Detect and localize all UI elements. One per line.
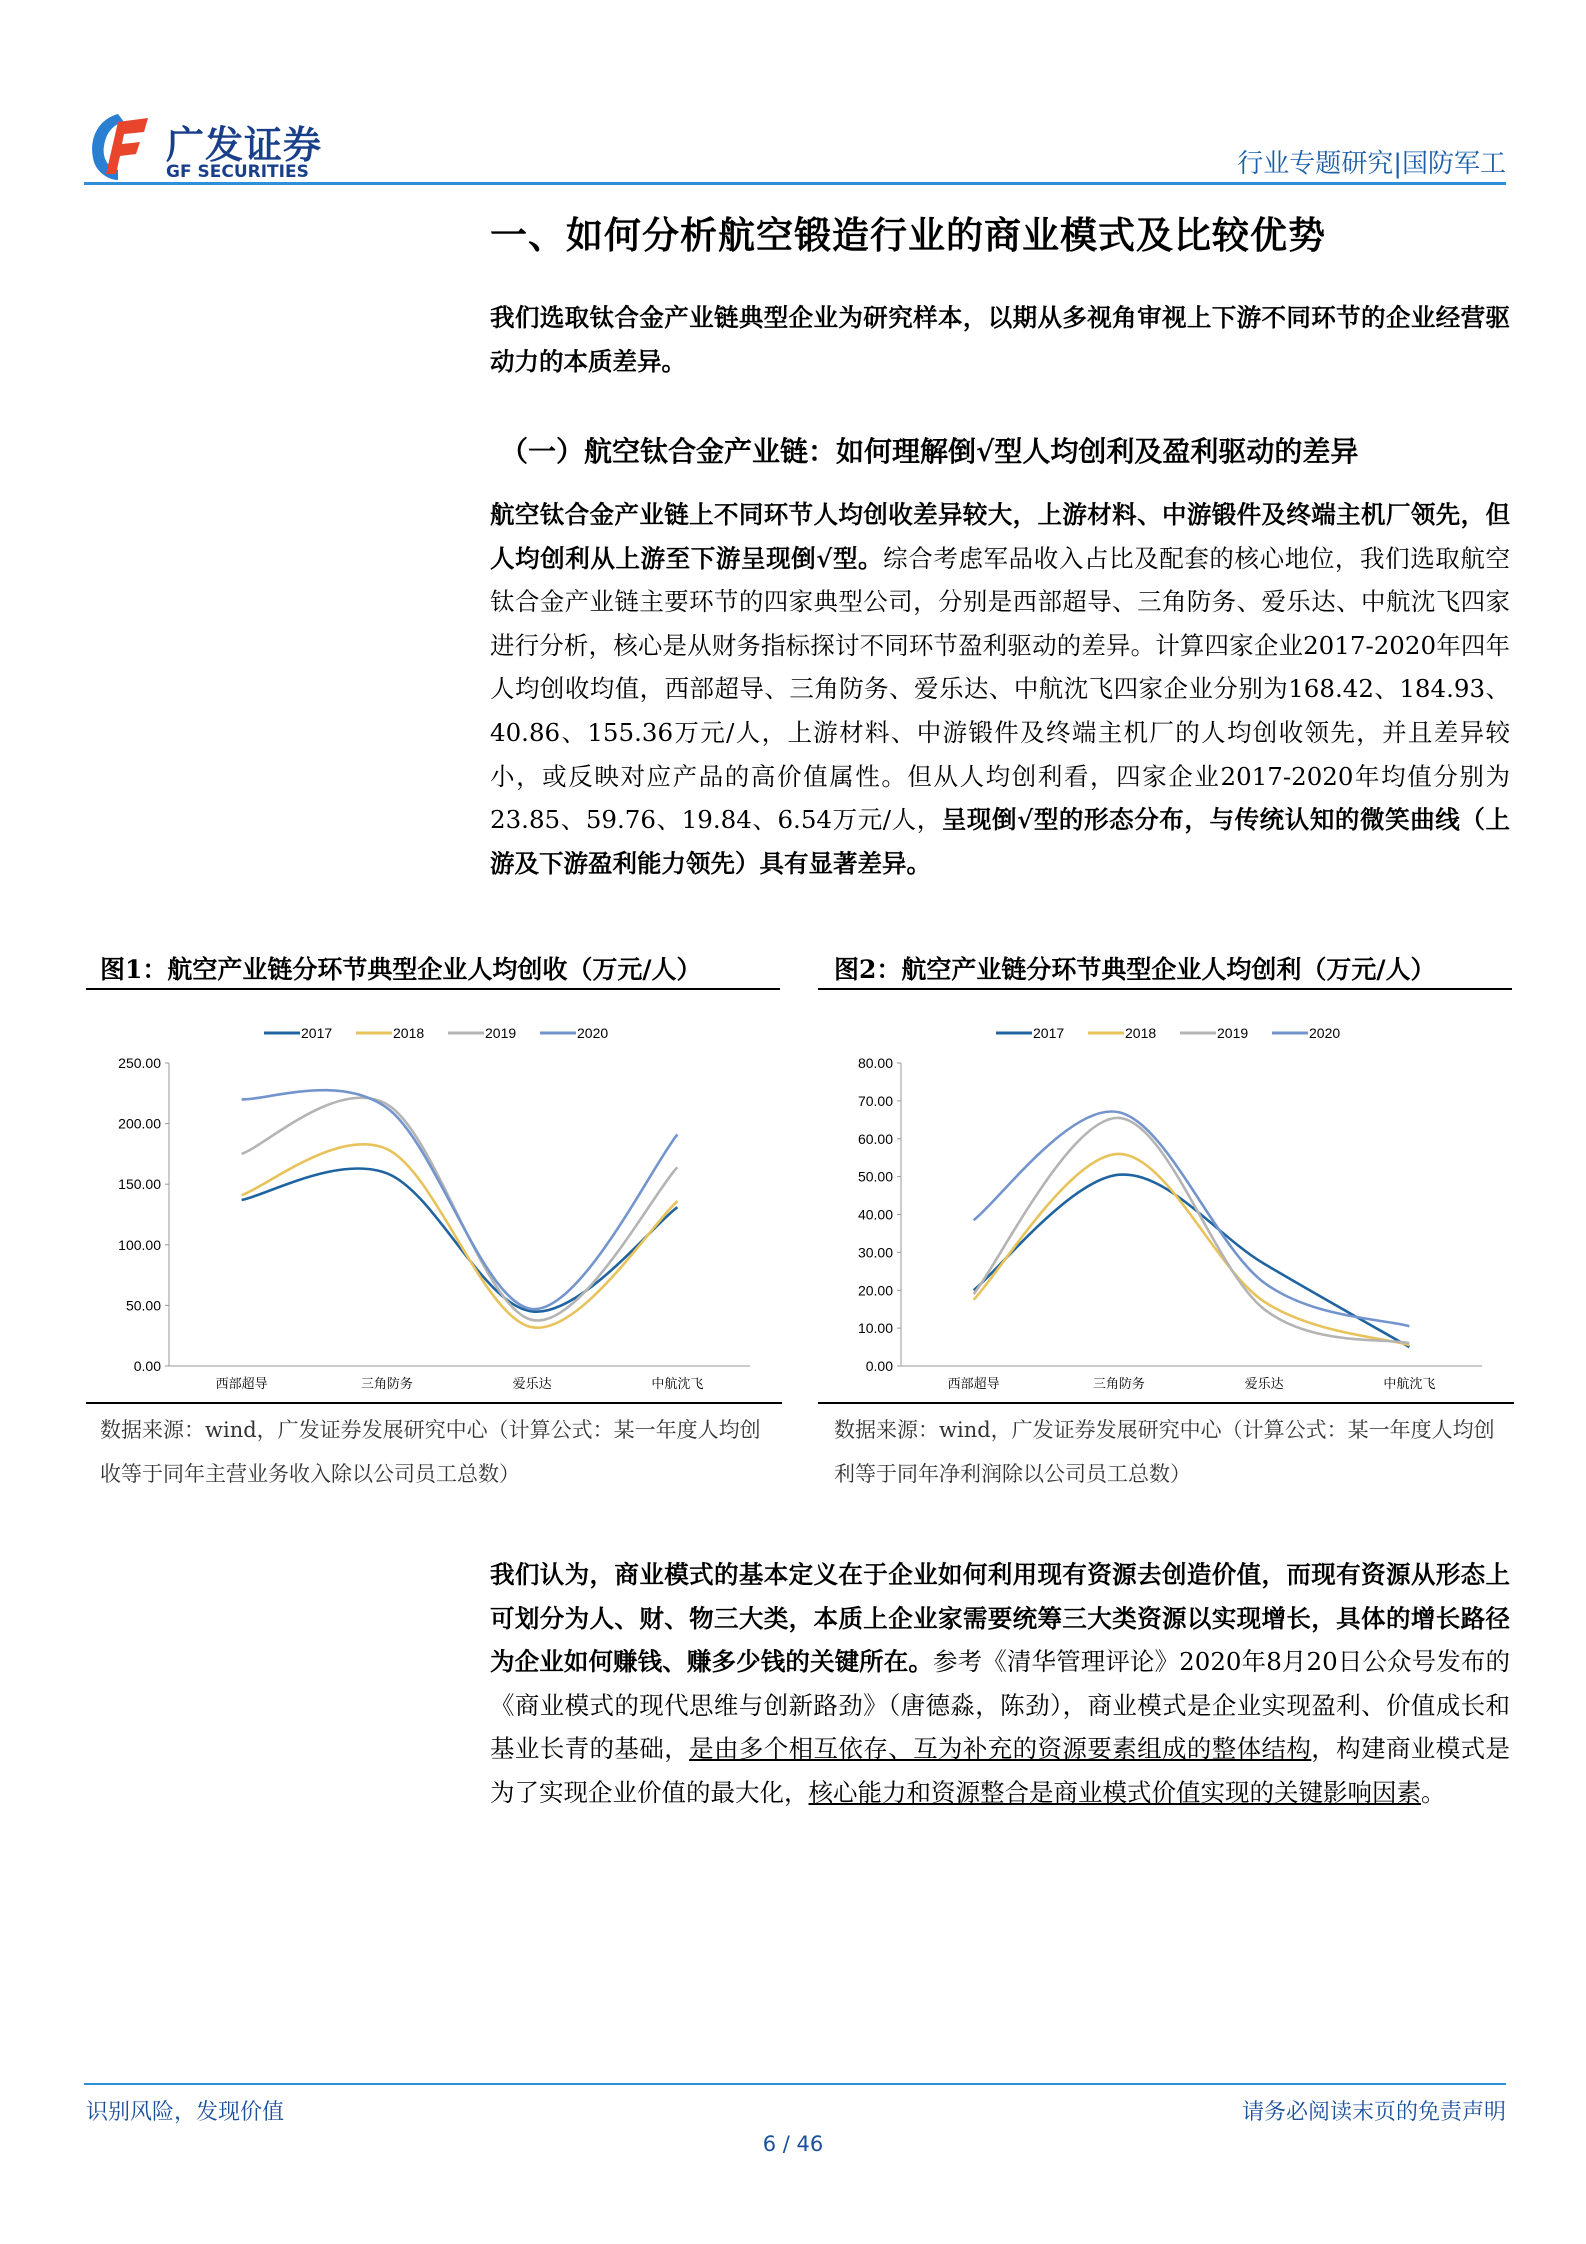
x-tick-label: 西部超导 — [215, 1376, 268, 1391]
y-tick-label: 100.00 — [118, 1236, 161, 1253]
y-tick-label: 50.00 — [125, 1297, 161, 1314]
legend-label: 2020 — [577, 1025, 609, 1041]
y-tick-label: 70.00 — [857, 1092, 893, 1109]
y-tick-label: 40.00 — [857, 1206, 893, 1223]
chart-profit-per-capita — [816, 1010, 1516, 1410]
figure-2-title: 图2：航空产业链分环节典型企业人均创利（万元/人） — [834, 955, 1436, 984]
text-run: 我们认为，商业模式的基本定义在于企业如何利用现有资源去创造价值，而现有资源从形态上可划分为人、财、物三大类，本质上企业家需要统筹三大类资源以实现增长，具体的增长路径为企业如何赚钱、赚多少钱的关键所在。 — [490, 1560, 1510, 1677]
chart-revenue-per-capita — [84, 1010, 784, 1410]
figure-1-rule — [86, 988, 780, 990]
logo-text-cn: 广发证券 — [166, 123, 323, 167]
page-number: 6 / 46 — [762, 2132, 824, 2156]
text-run: 是由多个相互依存、互为补充的资源要素组成的整体结构 — [689, 1734, 1312, 1764]
legend-label: 2018 — [1125, 1025, 1157, 1041]
x-tick-label: 爱乐达 — [512, 1376, 552, 1391]
intro-paragraph: 我们选取钛合金产业链典型企业为研究样本，以期从多视角审视上下游不同环节的企业经营驱动力的本质差异。 — [490, 303, 1510, 376]
legend-label: 2018 — [393, 1025, 425, 1041]
report-category: 行业专题研究|国防军工 — [1237, 149, 1506, 179]
figure-1-title: 图1：航空产业链分环节典型企业人均创收（万元/人） — [100, 955, 702, 984]
figure-2-rule — [818, 988, 1512, 990]
series-line-2018 — [974, 1154, 1410, 1345]
x-tick-label: 三角防务 — [1092, 1376, 1145, 1391]
y-tick-label: 60.00 — [857, 1130, 893, 1147]
section-title: 一、如何分析航空锻造行业的商业模式及比较优势 — [490, 213, 1326, 257]
x-tick-label: 西部超导 — [947, 1376, 1000, 1391]
figure-2-source: 数据来源：wind，广发证券发展研究中心（计算公式：某一年度人均创利等于同年净利润除以公司员工总数） — [834, 1418, 1495, 1486]
x-tick-label: 爱乐达 — [1244, 1376, 1284, 1391]
legend-label: 2017 — [1033, 1025, 1065, 1041]
legend-label: 2017 — [301, 1025, 333, 1041]
x-tick-label: 中航沈飞 — [651, 1376, 704, 1391]
text-run: 参考《清华管理评论》2020年8月20日公众号发布的《商业模式的现代思维与创新路劲》（唐德淼，陈劲），商业模式是企业实现盈利、价值成长和基业长青的基础， — [490, 1647, 1510, 1764]
series-line-2020 — [974, 1111, 1410, 1326]
legend-label: 2019 — [1217, 1025, 1249, 1041]
y-tick-label: 80.00 — [857, 1055, 893, 1071]
figure-1-source: 数据来源：wind，广发证券发展研究中心（计算公式：某一年度人均创收等于同年主营业务收入除以公司员工总数） — [100, 1418, 761, 1486]
series-line-2019 — [242, 1098, 678, 1321]
y-tick-label: 0.00 — [133, 1358, 161, 1374]
text-run: ，构建商业模式是为了实现企业价值的最大化， — [490, 1734, 1511, 1807]
disclaimer-link[interactable]: 请务必阅读末页的免责声明 — [1241, 2100, 1506, 2125]
legend-label: 2019 — [485, 1025, 517, 1041]
legend-label: 2020 — [1309, 1025, 1341, 1041]
x-tick-label: 中航沈飞 — [1383, 1376, 1436, 1391]
footer-divider — [84, 2083, 1506, 2085]
text-run: 核心能力和资源整合是商业模式价值实现的关键影响因素 — [808, 1777, 1421, 1807]
y-tick-label: 50.00 — [857, 1168, 893, 1185]
y-tick-label: 30.00 — [857, 1244, 893, 1261]
y-tick-label: 200.00 — [118, 1115, 161, 1132]
text-run: 呈现倒√型的形态分布，与传统认知的微笑曲线（上游及下游盈利能力领先）具有显著差异。 — [490, 805, 1510, 878]
text-run: 综合考虑军品收入占比及配套的核心地位，我们选取航空钛合金产业链主要环节的四家典型公司，分别是西部超导、三角防务、爱乐达、中航沈飞四家进行分析，核心是从财务指标探讨不同环节盈利驱动的差异。计算四家企业2017-2020年四年人均创收均值，西部超导、三角防务、爱乐达、中航沈飞四家企业分别为168.42、184.93、40.86、155.36万元/人，上游材料、中游锻件及终端主机厂的人均创收领先，并且差异较小，或反映对应产品的高价值属性。但从人均创利看，四家企业2017-2020年均值分别为23.85、59.76、19.84、6.54万元/人， — [490, 543, 1511, 835]
gf-logo-icon — [88, 112, 150, 182]
body-paragraph-1 — [490, 493, 1510, 885]
x-tick-label: 三角防务 — [360, 1376, 413, 1391]
y-tick-label: 0.00 — [865, 1358, 893, 1374]
logo-text-en: GF SECURITIES — [166, 162, 309, 182]
footer-slogan: 识别风险，发现价值 — [86, 2100, 285, 2125]
y-tick-label: 10.00 — [857, 1320, 893, 1337]
text-run: 航空钛合金产业链上不同环节人均创收差异较大，上游材料、中游锻件及终端主机厂领先，但人均创利从上游至下游呈现倒√型。 — [490, 500, 1510, 573]
header-divider — [84, 182, 1506, 185]
company-logo — [88, 112, 338, 184]
y-tick-label: 20.00 — [857, 1282, 893, 1299]
y-tick-label: 250.00 — [118, 1055, 161, 1071]
text-run: 。 — [1421, 1777, 1446, 1807]
body-paragraph-2 — [490, 1553, 1510, 1815]
series-line-2017 — [242, 1168, 678, 1311]
y-tick-label: 150.00 — [118, 1176, 161, 1193]
subsection-title: （一）航空钛合金产业链：如何理解倒√型人均创利及盈利驱动的差异 — [500, 435, 1359, 468]
